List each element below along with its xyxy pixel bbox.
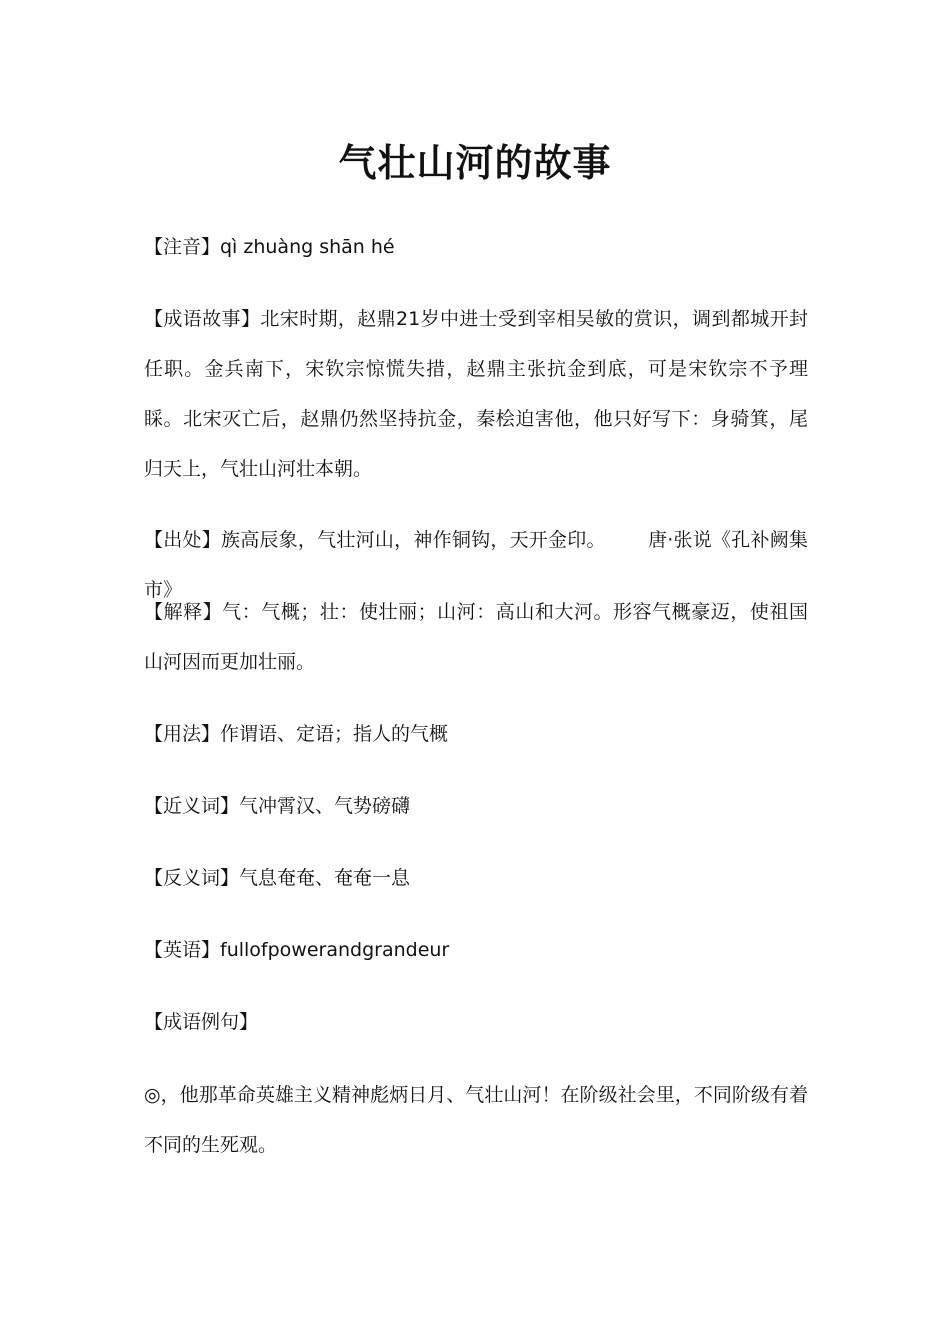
synonyms-line: 【近义词】气冲霄汉、气势磅礴 (144, 795, 411, 817)
example-paragraph: ◎，他那革命英雄主义精神彪炳日月、气壮山河！在阶级社会里，不同阶级有着不同的生死观。 (144, 1084, 808, 1156)
pinyin-line: 【注音】qì zhuàng shān hé (144, 236, 395, 258)
examples-heading: 【成语例句】 (144, 1011, 259, 1033)
source-text: 【出处】族高辰象，气壮河山，神作铜钩，天开金印。 (144, 529, 606, 551)
source-attribution: 唐·张说《孔补阙集市》 (144, 529, 808, 601)
english-line: 【英语】fullofpowerandgrandeur (144, 939, 450, 961)
page-title: 气壮山河的故事 (338, 141, 612, 185)
story-paragraph: 【成语故事】北宋时期，赵鼎21岁中进士受到宰相吴敏的赏识，调到都城开封任职。金兵南下，宋钦宗惊慌失措，赵鼎主张抗金到底，可是宋钦宗不予理睬。北宋灭亡后，赵鼎仍然坚持抗金，秦桧迫害他，他只好写下：身骑箕，尾归天上，气壮山河壮本朝。 (144, 308, 808, 480)
usage-line: 【用法】作谓语、定语；指人的气概 (144, 723, 449, 745)
antonyms-line: 【反义词】气息奄奄、奄奄一息 (144, 867, 411, 889)
explanation-paragraph: 【解释】气：气概；壮：使壮丽；山河：高山和大河。形容气概豪迈，使祖国山河因而更加壮丽。 (144, 601, 808, 673)
